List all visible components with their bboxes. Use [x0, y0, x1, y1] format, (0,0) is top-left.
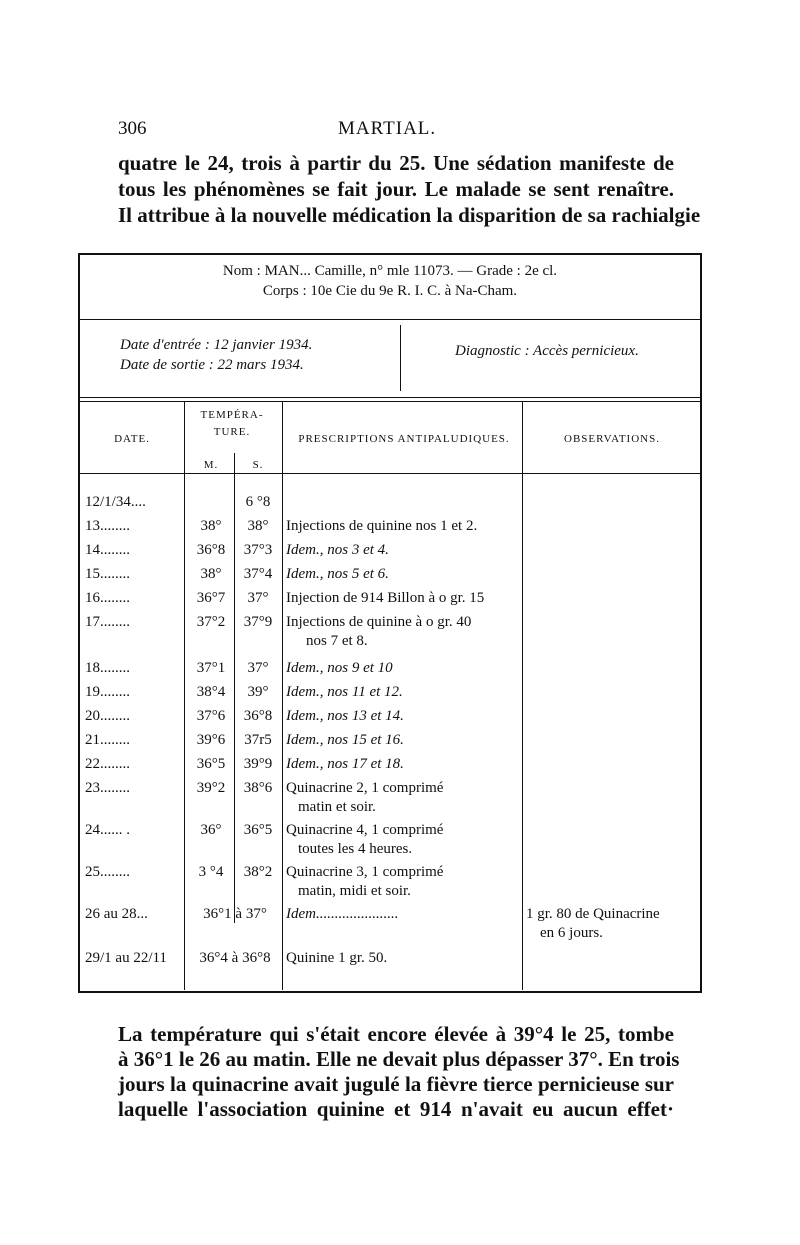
cell-temp-morning: 36° — [200, 822, 222, 838]
text-line: quatre le 24, trois à partir du 25. Une sédation manifeste de — [118, 151, 674, 175]
cell-date: 14........ — [85, 542, 130, 558]
cell-temp-evening: 37°3 — [243, 542, 273, 558]
cell-temp-evening: 37° — [247, 590, 269, 606]
cell-date: 24...... . — [85, 822, 130, 838]
cell-temp-morning: 37°1 — [196, 660, 226, 676]
admission-dates — [120, 335, 312, 375]
prescription-line: Quinacrine 4, 1 comprimé — [286, 822, 444, 838]
prescription-line: Injections de quinine à o gr. 40 — [286, 614, 472, 630]
cell-temp-morning: 38°4 — [196, 684, 226, 700]
cell-temp-morning: 39°6 — [196, 732, 226, 748]
cell-temp-morning: 3 °4 — [198, 864, 224, 880]
cell-temp-evening: 39° — [247, 684, 269, 700]
prescription-line: Quinacrine 3, 1 comprimé — [286, 864, 444, 880]
prescription-line: matin, midi et soir. — [298, 883, 411, 899]
cell-prescription: Injections de quinine nos 1 et 2. — [286, 518, 478, 534]
cell-temp-evening: 37°9 — [243, 614, 273, 630]
divider — [80, 473, 700, 474]
cell-temp-evening: 38°2 — [243, 864, 273, 880]
cell-temp-evening: 36°8 — [243, 708, 273, 724]
cell-prescription: Idem., nos 17 et 18. — [286, 756, 404, 772]
cell-date: 19........ — [85, 684, 130, 700]
observation-line: 1 gr. 80 de Quinacrine — [526, 906, 660, 922]
cell-observation — [526, 905, 696, 943]
cell-temp-morning: 37°2 — [196, 614, 226, 630]
cell-temp-evening: 37°4 — [243, 566, 273, 582]
cell-prescription: Idem., nos 9 et 10 — [286, 660, 393, 676]
cell-prescription: Idem., nos 11 et 12. — [286, 684, 403, 700]
cell-temp-evening: 6 °8 — [245, 494, 271, 510]
cell-prescription — [286, 613, 516, 651]
prescription-line: Quinacrine 2, 1 comprimé — [286, 780, 444, 796]
col-header-prescriptions: PRESCRIPTIONS ANTIPALUDIQUES. — [298, 433, 510, 445]
divider — [80, 319, 700, 320]
cell-date: 22........ — [85, 756, 130, 772]
cell-date: 29/1 au 22/11 — [85, 950, 167, 966]
cell-temp-evening: 38° — [247, 518, 269, 534]
prescription-line: matin et soir. — [298, 799, 376, 815]
running-title: MARTIAL. — [338, 118, 437, 139]
medical-record-card — [78, 253, 702, 993]
cell-prescription: Idem., nos 5 et 6. — [286, 566, 389, 582]
col-header-observations: OBSERVATIONS. — [564, 433, 660, 445]
cell-date: 17........ — [85, 614, 130, 630]
cell-prescription: Idem., nos 13 et 14. — [286, 708, 404, 724]
text-line: à 36°1 le 26 au matin. Elle ne devait plus dépasser 37°. En trois — [118, 1047, 680, 1071]
cell-temp-evening: 39°9 — [243, 756, 273, 772]
page-number: 306 — [118, 118, 147, 139]
cell-temp-morning: 39°2 — [196, 780, 226, 796]
cell-temp-evening: 36°5 — [243, 822, 273, 838]
cell-temp-evening: 37° — [247, 660, 269, 676]
cell-date: 26 au 28... — [85, 906, 148, 922]
cell-temp-evening: 38°6 — [243, 780, 273, 796]
column-rule — [282, 402, 283, 990]
patient-corps: Corps : 10e Cie du 9e R. I. C. à Na-Cham. — [262, 283, 518, 299]
paragraph-top — [118, 150, 701, 228]
diagnostic: Diagnostic : Accès pernicieux. — [455, 343, 639, 359]
cell-prescription — [286, 821, 516, 859]
cell-date: 18........ — [85, 660, 130, 676]
cell-date: 13........ — [85, 518, 130, 534]
cell-date: 16........ — [85, 590, 130, 606]
text-line: La température qui s'était encore élevée à 39°4 le 25, tombe — [118, 1022, 674, 1046]
col-header-temperature: TEMPÉRA-TURE. — [200, 409, 264, 438]
cell-prescription: Idem., nos 3 et 4. — [286, 542, 389, 558]
divider — [400, 325, 401, 391]
column-rule — [522, 402, 523, 990]
cell-prescription — [286, 863, 516, 901]
cell-temp-morning: 36°8 — [196, 542, 226, 558]
cell-temp-morning: 36°7 — [196, 590, 226, 606]
col-header-date: DATE. — [114, 433, 150, 445]
cell-temp-range: 36°4 à 36°8 — [199, 950, 271, 966]
text-line: tous les phénomènes se fait jour. Le malade se sent renaître. — [118, 177, 674, 201]
cell-date: 23........ — [85, 780, 130, 796]
text-line: jours la quinacrine avait jugulé la fièvre tierce pernicieuse sur — [118, 1072, 674, 1096]
cell-prescription: Quinine 1 gr. 50. — [286, 950, 388, 966]
cell-date: 20........ — [85, 708, 130, 724]
divider — [80, 397, 700, 398]
cell-temp-morning: 37°6 — [196, 708, 226, 724]
cell-prescription — [286, 779, 516, 817]
cell-prescription: Injection de 914 Billon à o gr. 15 — [286, 590, 485, 606]
text-line: Il attribue à la nouvelle médication la disparition de sa rachialgie — [118, 203, 701, 227]
cell-temp-evening: 37r5 — [244, 732, 272, 748]
divider — [80, 401, 700, 402]
entry-date: Date d'entrée : 12 janvier 1934. — [120, 337, 313, 353]
exit-date: Date de sortie : 22 mars 1934. — [120, 357, 304, 373]
col-header-s: S. — [252, 459, 264, 471]
observation-line: en 6 jours. — [540, 925, 603, 941]
cell-date: 25........ — [85, 864, 130, 880]
cell-prescription: Idem., nos 15 et 16. — [286, 732, 404, 748]
patient-name: Nom : MAN... Camille, n° mle 11073. — Grade : 2e cl. — [222, 263, 558, 279]
cell-date: 21........ — [85, 732, 130, 748]
cell-temp-range: 36°1 à 37° — [203, 906, 267, 922]
cell-temp-morning: 36°5 — [196, 756, 226, 772]
cell-prescription: Idem...................... — [286, 906, 399, 922]
cell-temp-morning: 38° — [200, 566, 222, 582]
prescription-line: toutes les 4 heures. — [298, 841, 413, 857]
text-line: laquelle l'association quinine et 914 n'avait eu aucun effet· — [118, 1097, 674, 1121]
paragraph-bottom — [118, 1022, 680, 1122]
prescription-line: nos 7 et 8. — [306, 633, 368, 649]
cell-temp-morning: 38° — [200, 518, 222, 534]
col-header-m: M. — [203, 459, 219, 471]
cell-date: 15........ — [85, 566, 130, 582]
cell-date: 12/1/34.... — [85, 494, 146, 510]
